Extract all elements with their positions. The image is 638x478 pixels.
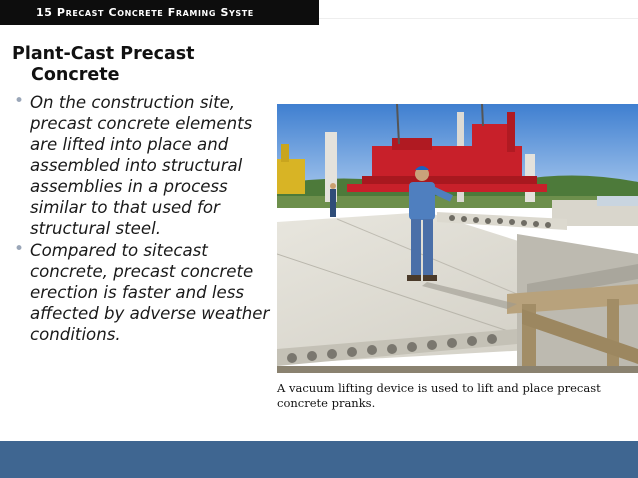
bullet-item bbox=[14, 92, 276, 239]
chapter-title-bar bbox=[0, 0, 319, 25]
bullet-item bbox=[14, 240, 276, 345]
footer-bar bbox=[0, 441, 638, 478]
bullet-list bbox=[14, 92, 276, 346]
chapter-title: 15 Precast Concrete Framing Syste bbox=[36, 6, 254, 19]
slide-title bbox=[12, 44, 262, 86]
bullet-text: On the construction site, precast concrete elements are lifted into place and assembled into structural assemblies in a process similar to that used for structural steel. bbox=[30, 93, 253, 238]
photo-caption: A vacuum lifting device is used to lift and place precast concrete pranks. bbox=[277, 381, 601, 410]
construction-photo bbox=[277, 104, 638, 373]
header-divider bbox=[319, 18, 638, 19]
bullet-text: Compared to sitecast concrete, precast concrete erection is faster and less affected by adverse weather conditions. bbox=[30, 241, 270, 344]
bullet-dot-icon: • bbox=[14, 91, 25, 111]
slide-title-line2: Concrete bbox=[31, 65, 120, 85]
bullet-dot-icon: • bbox=[14, 239, 25, 259]
slide-title-line1: Plant-Cast Precast bbox=[12, 44, 195, 64]
